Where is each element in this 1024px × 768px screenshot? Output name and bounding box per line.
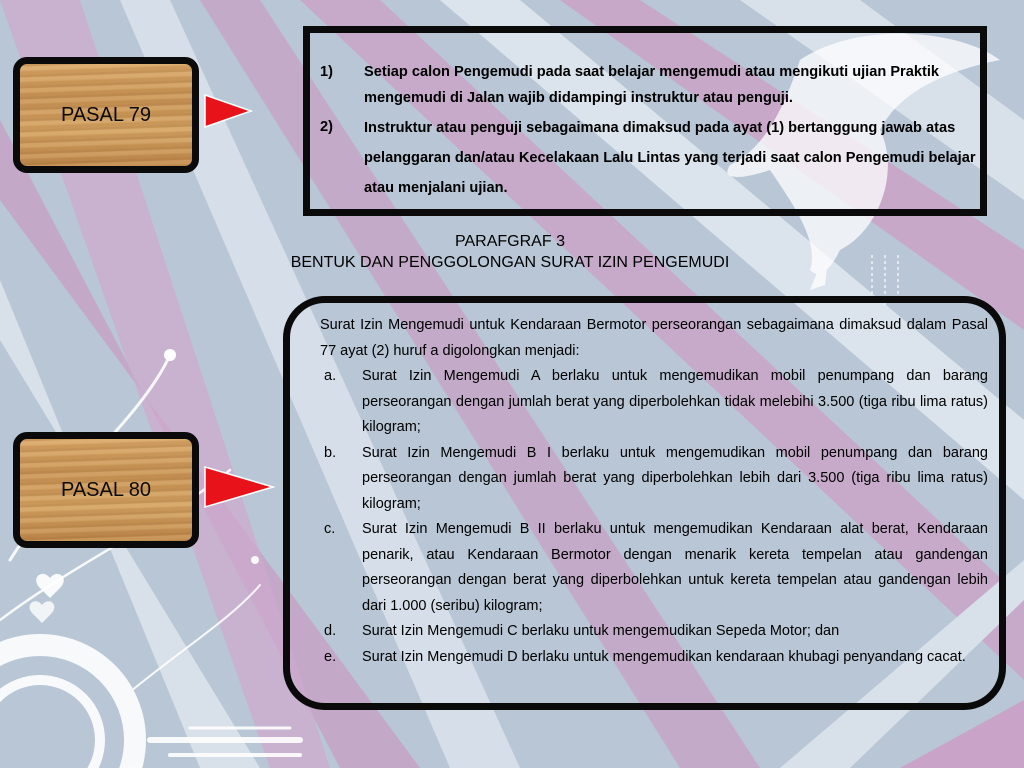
pasal-80-item-b xyxy=(320,441,988,518)
pasal-80-item-e xyxy=(320,645,988,671)
right-arrow-icon xyxy=(203,466,275,508)
pasal-79-item-text: Setiap calon Pengemudi pada saat belajar mengemudi atau mengikuti ujian Praktik mengemudi di Jalan wajib didampingi instruktur atau penguji. xyxy=(364,64,939,106)
list-item-text: Surat Izin Mengemudi B II berlaku untuk mengemudikan Kendaraan alat berat, Kendaraan penarik, atau Kendaraan Bermotor dengan menarik kereta tempelan atau gandengan perseorangan dengan berat yang diperbolehkan untuk kereta tempelan atau gandengan lebih dari 1.000 (seribu) kilogram; xyxy=(362,521,988,614)
pasal-80-item-d xyxy=(320,619,988,645)
pasal-80-content-box xyxy=(283,296,1006,710)
list-item-label: b. xyxy=(324,444,337,461)
pasal-80-list xyxy=(320,364,988,670)
pasal-79-item-number: 1) xyxy=(320,64,333,80)
pasal-79-content-box xyxy=(303,26,987,216)
pasal-79-item-2 xyxy=(320,113,980,203)
pasal-79-item-1 xyxy=(320,59,980,111)
list-item-label: c. xyxy=(324,521,336,537)
pasal-80-label-box xyxy=(13,432,199,548)
list-item-label: a. xyxy=(324,368,337,384)
pasal-79-title: PASAL 79 xyxy=(60,103,152,126)
section-heading-line-1: PARAFGRAF 3 xyxy=(455,233,565,250)
list-item-text: Surat Izin Mengemudi D berlaku untuk mengemudikan kendaraan khubagi penyandang cacat. xyxy=(362,648,966,665)
section-heading-line-2: BENTUK DAN PENGGOLONGAN SURAT IZIN PENGEMUDI xyxy=(290,254,730,271)
pasal-80-intro: Surat Izin Mengemudi untuk Kendaraan Bermotor perseorangan sebagaimana dimaksud dalam Pasal 77 ayat (2) huruf a digolongkan menjadi: xyxy=(320,317,988,359)
pasal-80-body xyxy=(320,313,988,670)
list-item-text: Surat Izin Mengemudi A berlaku untuk mengemudikan mobil penumpang dan barang perseorangan dengan jumlah berat yang diperbolehkan tidak melebihi 3.500 (tiga ribu lima ratus) kilogram; xyxy=(362,368,988,435)
list-item-text: Surat Izin Mengemudi C berlaku untuk mengemudikan Sepeda Motor; dan xyxy=(362,623,840,639)
list-item-label: e. xyxy=(324,648,337,665)
pasal-80-title: PASAL 80 xyxy=(60,478,152,501)
list-item-text: Surat Izin Mengemudi B I berlaku untuk mengemudikan mobil penumpang dan barang perseorangan dengan jumlah berat yang diperbolehkan lebih dari 3.500 (tiga ribu lima ratus) kilogram; xyxy=(362,444,988,512)
list-item-label: d. xyxy=(324,623,337,639)
pasal-79-label-box xyxy=(13,57,199,173)
pasal-79-item-text: Instruktur atau penguji sebagaimana dimaksud pada ayat (1) bertanggung jawab atas pelanggaran dan/atau Kecelakaan Lalu Lintas yang terjadi saat calon Pengemudi belajar atau menjalani ujian. xyxy=(364,120,976,196)
pasal-79-item-number: 2) xyxy=(320,119,333,135)
pasal-80-item-c xyxy=(320,517,988,619)
pasal-80-item-a xyxy=(320,364,988,441)
section-heading xyxy=(230,231,790,273)
right-arrow-icon xyxy=(203,94,253,128)
